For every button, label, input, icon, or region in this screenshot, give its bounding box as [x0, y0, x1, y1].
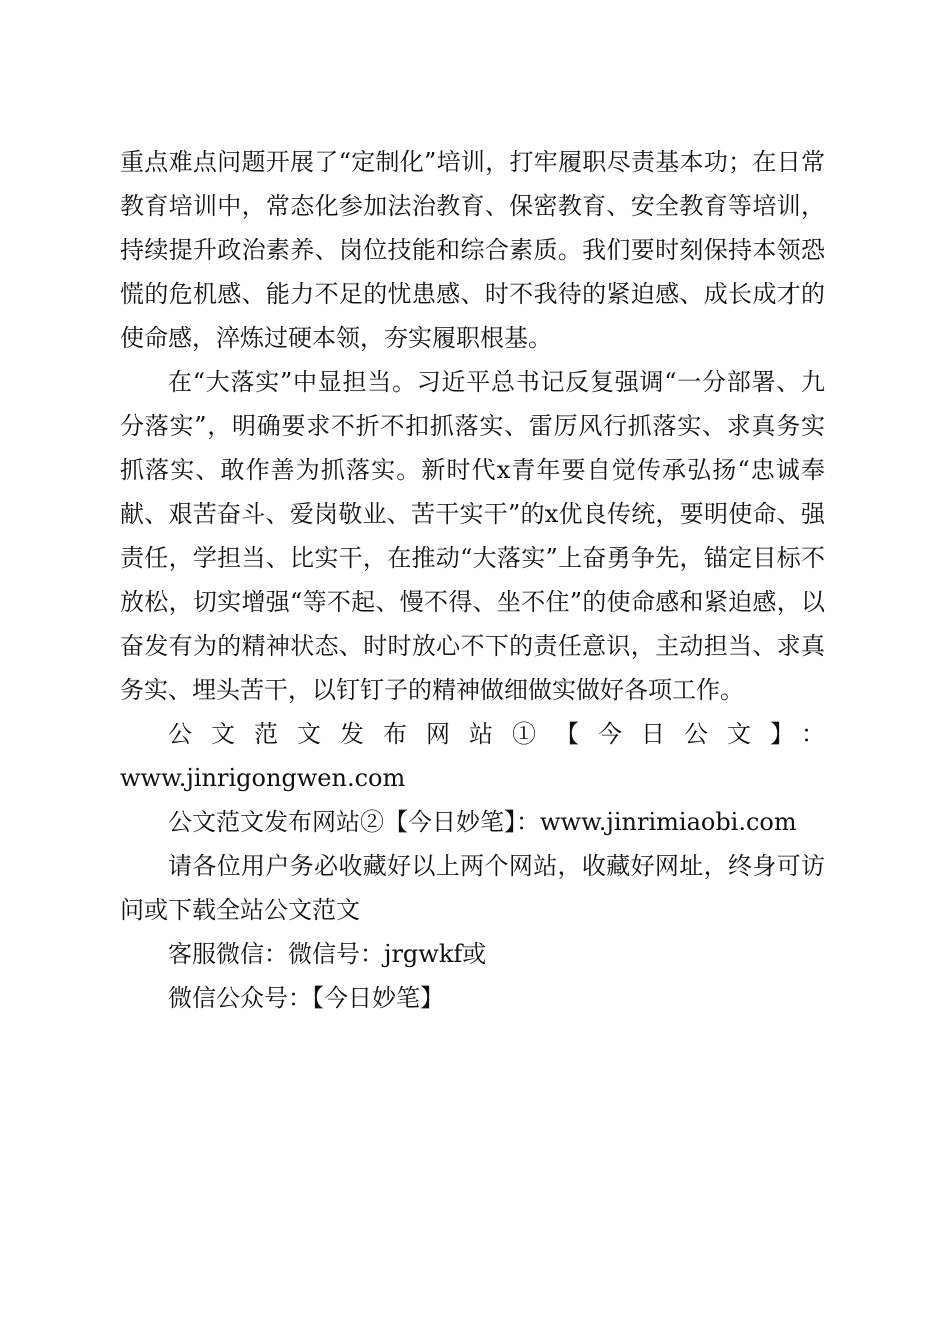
official-account: 微信公众号：【今日妙笔】	[168, 984, 444, 1012]
document-page	[120, 140, 825, 1020]
service-wechat: 客服微信：微信号：jrgwkf或	[168, 940, 487, 968]
site-2-line[interactable]: 公文范文发布网站②【今日妙笔】：www.jinrimiaobi.com	[168, 808, 797, 836]
bookmark-notice: 请各位用户务必收藏好以上两个网站，收藏好网址，终身可访问或下载全站公文范文	[120, 852, 825, 924]
body-paragraph-2: 在“大落实”中显担当。习近平总书记反复强调“一分部署、九分落实”，明确要求不折不扣抓落实、雷厉风行抓落实、求真务实抓落实、敢作善为抓落实。新时代x青年要自觉传承弘扬“忠诚奉献、艰苦奋斗、爱岗敬业、苦干实干”的x优良传统，要明使命、强责任，学担当、比实干，在推动“大落实”上奋勇争先，锚定目标不放松，切实增强“等不起、慢不得、坐不住”的使命感和紧迫感，以奋发有为的精神状态、时时放心不下的责任意识，主动担当、求真务实、埋头苦干，以钉钉子的精神做细做实做好各项工作。	[120, 368, 825, 704]
site-1-url[interactable]: www.jinrigongwen.com	[120, 764, 406, 792]
site-1-label: 公文范文发布网站①【今日公文】：	[168, 720, 825, 748]
body-paragraph-1: 重点难点问题开展了“定制化”培训，打牢履职尽责基本功；在日常教育培训中，常态化参加法治教育、保密教育、安全教育等培训，持续提升政治素养、岗位技能和综合素质。我们要时刻保持本领恐慌的危机感、能力不足的忧患感、时不我待的紧迫感、成长成才的使命感，淬炼过硬本领，夯实履职根基。	[120, 148, 825, 352]
